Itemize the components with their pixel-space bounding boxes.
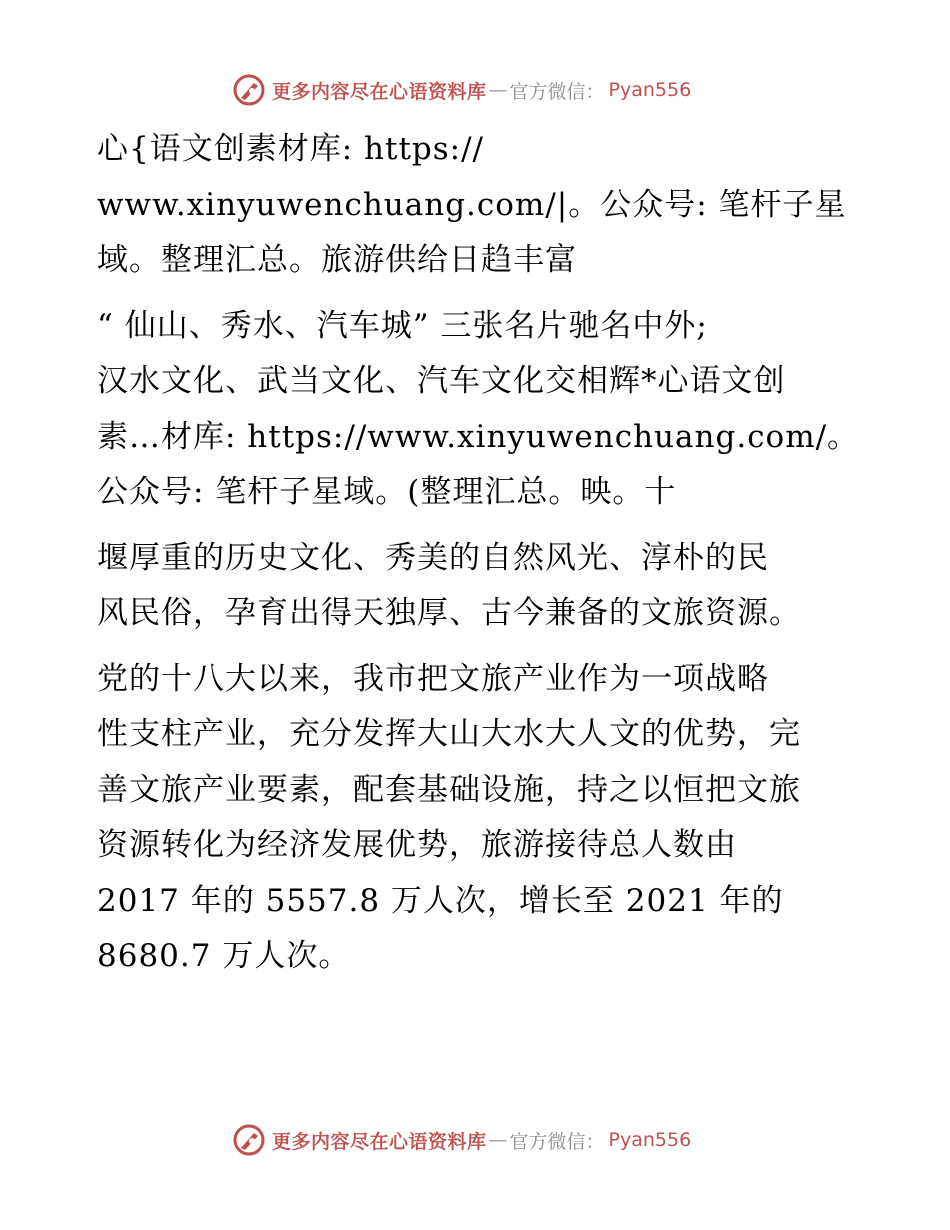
pen-seal-icon [232,73,266,107]
text-line: 党的十八大以来，我市把文旅产业作为一项战略 [97,660,769,697]
watermark-official-label: 官方微信： [509,1130,605,1153]
text-line: 域。整理汇总。旅游供给日趋丰富 [97,242,577,278]
document-body [97,122,860,995]
text-line: 心{语文创素材库: https:// [97,131,484,167]
text-line: www.xinyuwenchuang.com/|。公众号: 笔杆子星 [97,186,847,223]
paragraph [97,531,857,642]
text-line: 素…材库: https://www.xinyuwenchuang.com/。 [97,418,860,455]
watermark-separator: — [488,79,508,101]
watermark-account: Pyan556 [608,79,692,101]
text-line: “ 仙山、秀水、汽车城” 三张名片驰名中外; [97,307,708,344]
paragraph [97,122,857,289]
text-line: 堰厚重的历史文化、秀美的自然风光、淳朴的民 [97,539,769,576]
watermark-official-label: 官方微信： [509,80,605,103]
text-line: 公众号: 笔杆子星域。(整理汇总。映。十 [97,474,677,510]
text-line: 2017 年的 5557.8 万人次，增长至 2021 年的 [97,882,784,919]
header-watermark [232,72,752,108]
watermark-brand: 更多内容尽在心语资料库 [272,1130,487,1153]
pen-seal-icon [232,1123,266,1157]
text-line: 资源转化为经济发展优势，旅游接待总人数由 [97,827,737,863]
watermark-brand: 更多内容尽在心语资料库 [272,80,487,103]
watermark-separator: — [488,1129,508,1151]
footer-watermark [232,1122,752,1158]
paragraph [97,652,857,985]
text-line: 8680.7 万人次。 [97,938,351,974]
text-line: 善文旅产业要素，配套基础设施，持之以恒把文旅 [97,771,801,808]
text-line: 风民俗，孕育出得天独厚、古今兼备的文旅资源。 [97,595,801,631]
text-line: 性支柱产业，充分发挥大山大水大人文的优势，完 [97,716,801,752]
watermark-account: Pyan556 [608,1129,692,1151]
paragraph [97,299,860,521]
text-line: 汉水文化、武当文化、汽车文化交相辉*心语文创 [97,363,786,399]
